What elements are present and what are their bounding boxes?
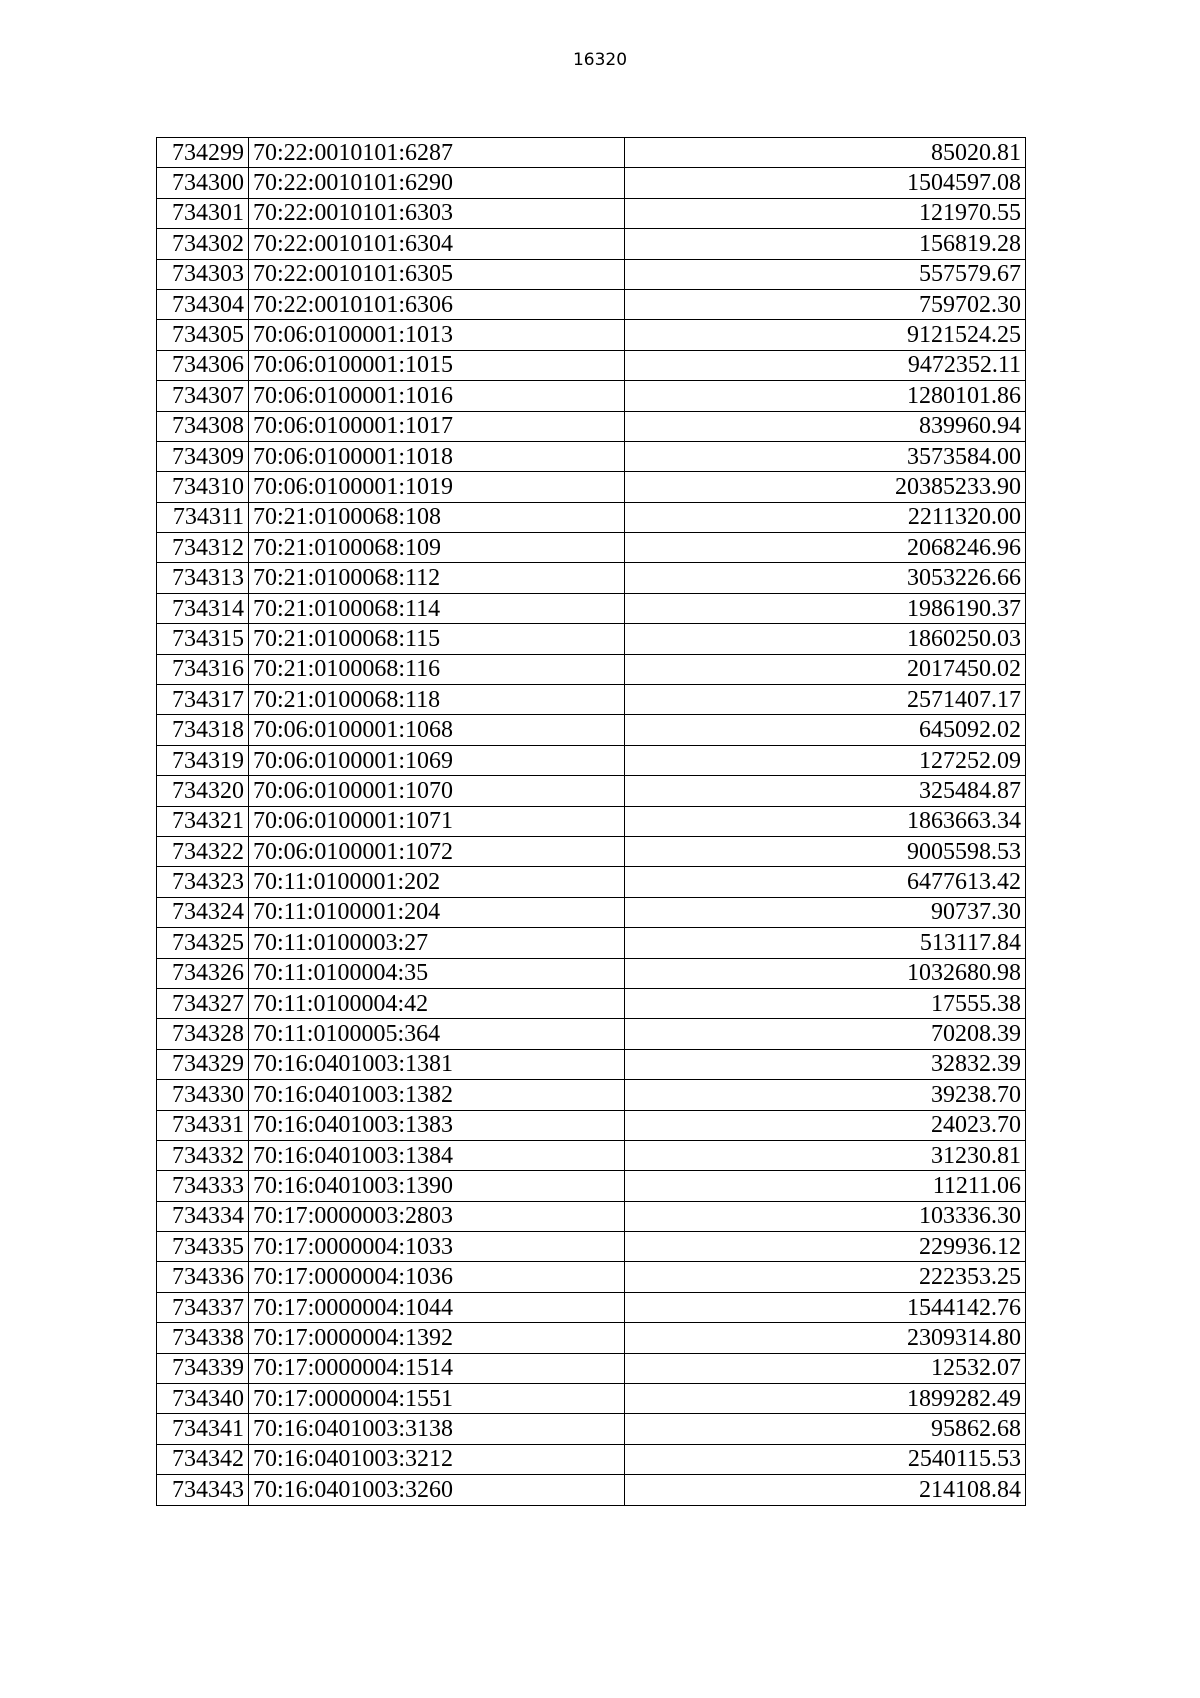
page-number: 16320 (572, 50, 628, 70)
value-cell: 156819.28 (625, 229, 1026, 259)
table-row (157, 350, 1026, 380)
value-cell: 1504597.08 (625, 168, 1026, 198)
value-cell: 85020.81 (625, 138, 1026, 168)
row-number-cell: 734303 (157, 259, 249, 289)
table-row (157, 198, 1026, 228)
cadastral-number-cell: 70:17:0000004:1033 (249, 1232, 625, 1262)
table-row (157, 1292, 1026, 1322)
cadastral-number-cell: 70:17:0000004:1514 (249, 1353, 625, 1383)
cadastral-number-cell: 70:21:0100068:112 (249, 563, 625, 593)
value-cell: 2571407.17 (625, 685, 1026, 715)
cadastral-number-cell: 70:06:0100001:1072 (249, 836, 625, 866)
value-cell: 1899282.49 (625, 1384, 1026, 1414)
value-cell: 1860250.03 (625, 624, 1026, 654)
row-number-cell: 734324 (157, 897, 249, 927)
cadastral-number-cell: 70:16:0401003:3260 (249, 1475, 625, 1505)
row-number-cell: 734323 (157, 867, 249, 897)
value-cell: 2309314.80 (625, 1323, 1026, 1353)
cadastral-number-cell: 70:17:0000004:1392 (249, 1323, 625, 1353)
value-cell: 214108.84 (625, 1475, 1026, 1505)
value-cell: 1544142.76 (625, 1292, 1026, 1322)
row-number-cell: 734342 (157, 1444, 249, 1474)
cadastral-value-table (156, 137, 1026, 1506)
table-row (157, 138, 1026, 168)
cadastral-number-cell: 70:22:0010101:6303 (249, 198, 625, 228)
table-row (157, 836, 1026, 866)
table-row (157, 1353, 1026, 1383)
table-row (157, 1140, 1026, 1170)
cadastral-number-cell: 70:17:0000004:1036 (249, 1262, 625, 1292)
table-row (157, 685, 1026, 715)
cadastral-number-cell: 70:11:0100001:204 (249, 897, 625, 927)
cadastral-number-cell: 70:06:0100001:1068 (249, 715, 625, 745)
value-cell: 3573584.00 (625, 441, 1026, 471)
value-cell: 229936.12 (625, 1232, 1026, 1262)
cadastral-number-cell: 70:11:0100005:364 (249, 1019, 625, 1049)
value-cell: 557579.67 (625, 259, 1026, 289)
row-number-cell: 734318 (157, 715, 249, 745)
row-number-cell: 734336 (157, 1262, 249, 1292)
cadastral-number-cell: 70:22:0010101:6290 (249, 168, 625, 198)
cadastral-number-cell: 70:06:0100001:1013 (249, 320, 625, 350)
row-number-cell: 734301 (157, 198, 249, 228)
row-number-cell: 734321 (157, 806, 249, 836)
row-number-cell: 734300 (157, 168, 249, 198)
table-row (157, 411, 1026, 441)
row-number-cell: 734343 (157, 1475, 249, 1505)
value-cell: 70208.39 (625, 1019, 1026, 1049)
row-number-cell: 734309 (157, 441, 249, 471)
table-row (157, 1201, 1026, 1231)
value-cell: 645092.02 (625, 715, 1026, 745)
row-number-cell: 734334 (157, 1201, 249, 1231)
table-row (157, 1414, 1026, 1444)
table-row (157, 1110, 1026, 1140)
table-row (157, 593, 1026, 623)
cadastral-number-cell: 70:21:0100068:109 (249, 533, 625, 563)
cadastral-number-cell: 70:21:0100068:115 (249, 624, 625, 654)
cadastral-number-cell: 70:21:0100068:118 (249, 685, 625, 715)
cadastral-number-cell: 70:06:0100001:1071 (249, 806, 625, 836)
row-number-cell: 734312 (157, 533, 249, 563)
table-row (157, 533, 1026, 563)
table-row (157, 563, 1026, 593)
table-body (157, 138, 1026, 1506)
cadastral-number-cell: 70:16:0401003:1390 (249, 1171, 625, 1201)
row-number-cell: 734340 (157, 1384, 249, 1414)
table-row (157, 745, 1026, 775)
value-cell: 39238.70 (625, 1080, 1026, 1110)
cadastral-number-cell: 70:06:0100001:1070 (249, 776, 625, 806)
table-row (157, 1444, 1026, 1474)
cadastral-number-cell: 70:17:0000004:1044 (249, 1292, 625, 1322)
cadastral-number-cell: 70:11:0100004:35 (249, 958, 625, 988)
table-row (157, 1019, 1026, 1049)
table-row (157, 472, 1026, 502)
cadastral-number-cell: 70:16:0401003:1382 (249, 1080, 625, 1110)
row-number-cell: 734333 (157, 1171, 249, 1201)
row-number-cell: 734331 (157, 1110, 249, 1140)
cadastral-number-cell: 70:06:0100001:1016 (249, 381, 625, 411)
table-row (157, 1171, 1026, 1201)
table-row (157, 1232, 1026, 1262)
value-cell: 90737.30 (625, 897, 1026, 927)
table-row (157, 168, 1026, 198)
row-number-cell: 734326 (157, 958, 249, 988)
table-row (157, 289, 1026, 319)
row-number-cell: 734320 (157, 776, 249, 806)
value-cell: 325484.87 (625, 776, 1026, 806)
table-row (157, 1323, 1026, 1353)
value-cell: 839960.94 (625, 411, 1026, 441)
table-row (157, 502, 1026, 532)
row-number-cell: 734308 (157, 411, 249, 441)
table-row (157, 1049, 1026, 1079)
value-cell: 513117.84 (625, 928, 1026, 958)
row-number-cell: 734306 (157, 350, 249, 380)
cadastral-number-cell: 70:21:0100068:108 (249, 502, 625, 532)
value-cell: 17555.38 (625, 988, 1026, 1018)
value-cell: 31230.81 (625, 1140, 1026, 1170)
value-cell: 1863663.34 (625, 806, 1026, 836)
value-cell: 222353.25 (625, 1262, 1026, 1292)
row-number-cell: 734332 (157, 1140, 249, 1170)
row-number-cell: 734315 (157, 624, 249, 654)
table-row (157, 715, 1026, 745)
cadastral-number-cell: 70:06:0100001:1069 (249, 745, 625, 775)
value-cell: 2017450.02 (625, 654, 1026, 684)
row-number-cell: 734327 (157, 988, 249, 1018)
cadastral-number-cell: 70:06:0100001:1019 (249, 472, 625, 502)
value-cell: 95862.68 (625, 1414, 1026, 1444)
row-number-cell: 734339 (157, 1353, 249, 1383)
cadastral-number-cell: 70:06:0100001:1018 (249, 441, 625, 471)
table-row (157, 988, 1026, 1018)
cadastral-number-cell: 70:22:0010101:6306 (249, 289, 625, 319)
row-number-cell: 734337 (157, 1292, 249, 1322)
cadastral-number-cell: 70:21:0100068:114 (249, 593, 625, 623)
cadastral-number-cell: 70:11:0100004:42 (249, 988, 625, 1018)
table-row (157, 776, 1026, 806)
cadastral-number-cell: 70:22:0010101:6287 (249, 138, 625, 168)
table-row (157, 1475, 1026, 1505)
cadastral-number-cell: 70:16:0401003:1384 (249, 1140, 625, 1170)
row-number-cell: 734316 (157, 654, 249, 684)
value-cell: 9472352.11 (625, 350, 1026, 380)
cadastral-number-cell: 70:17:0000004:1551 (249, 1384, 625, 1414)
table-row (157, 1262, 1026, 1292)
value-cell: 1986190.37 (625, 593, 1026, 623)
value-cell: 6477613.42 (625, 867, 1026, 897)
row-number-cell: 734330 (157, 1080, 249, 1110)
cadastral-number-cell: 70:22:0010101:6304 (249, 229, 625, 259)
cadastral-number-cell: 70:16:0401003:3138 (249, 1414, 625, 1444)
table-row (157, 229, 1026, 259)
value-cell: 9121524.25 (625, 320, 1026, 350)
row-number-cell: 734322 (157, 836, 249, 866)
row-number-cell: 734302 (157, 229, 249, 259)
value-cell: 2540115.53 (625, 1444, 1026, 1474)
row-number-cell: 734341 (157, 1414, 249, 1444)
table-row (157, 259, 1026, 289)
table-row (157, 928, 1026, 958)
row-number-cell: 734314 (157, 593, 249, 623)
row-number-cell: 734319 (157, 745, 249, 775)
row-number-cell: 734307 (157, 381, 249, 411)
value-cell: 1032680.98 (625, 958, 1026, 988)
table-row (157, 958, 1026, 988)
row-number-cell: 734335 (157, 1232, 249, 1262)
value-cell: 20385233.90 (625, 472, 1026, 502)
cadastral-number-cell: 70:22:0010101:6305 (249, 259, 625, 289)
table-row (157, 654, 1026, 684)
table-row (157, 1384, 1026, 1414)
value-cell: 759702.30 (625, 289, 1026, 319)
table-row (157, 867, 1026, 897)
row-number-cell: 734325 (157, 928, 249, 958)
row-number-cell: 734329 (157, 1049, 249, 1079)
value-cell: 12532.07 (625, 1353, 1026, 1383)
table-row (157, 1080, 1026, 1110)
value-cell: 11211.06 (625, 1171, 1026, 1201)
row-number-cell: 734313 (157, 563, 249, 593)
row-number-cell: 734338 (157, 1323, 249, 1353)
value-cell: 1280101.86 (625, 381, 1026, 411)
row-number-cell: 734317 (157, 685, 249, 715)
value-cell: 24023.70 (625, 1110, 1026, 1140)
table-row (157, 320, 1026, 350)
table-row (157, 441, 1026, 471)
cadastral-number-cell: 70:16:0401003:3212 (249, 1444, 625, 1474)
row-number-cell: 734305 (157, 320, 249, 350)
cadastral-number-cell: 70:17:0000003:2803 (249, 1201, 625, 1231)
table-row (157, 897, 1026, 927)
value-cell: 127252.09 (625, 745, 1026, 775)
cadastral-number-cell: 70:11:0100003:27 (249, 928, 625, 958)
value-cell: 121970.55 (625, 198, 1026, 228)
table-row (157, 381, 1026, 411)
cadastral-number-cell: 70:16:0401003:1381 (249, 1049, 625, 1079)
row-number-cell: 734299 (157, 138, 249, 168)
value-cell: 2068246.96 (625, 533, 1026, 563)
row-number-cell: 734311 (157, 502, 249, 532)
value-cell: 2211320.00 (625, 502, 1026, 532)
value-cell: 32832.39 (625, 1049, 1026, 1079)
value-cell: 3053226.66 (625, 563, 1026, 593)
cadastral-number-cell: 70:11:0100001:202 (249, 867, 625, 897)
table-row (157, 624, 1026, 654)
cadastral-number-cell: 70:06:0100001:1015 (249, 350, 625, 380)
table-row (157, 806, 1026, 836)
row-number-cell: 734328 (157, 1019, 249, 1049)
cadastral-number-cell: 70:21:0100068:116 (249, 654, 625, 684)
cadastral-number-cell: 70:06:0100001:1017 (249, 411, 625, 441)
cadastral-number-cell: 70:16:0401003:1383 (249, 1110, 625, 1140)
row-number-cell: 734310 (157, 472, 249, 502)
row-number-cell: 734304 (157, 289, 249, 319)
value-cell: 103336.30 (625, 1201, 1026, 1231)
value-cell: 9005598.53 (625, 836, 1026, 866)
